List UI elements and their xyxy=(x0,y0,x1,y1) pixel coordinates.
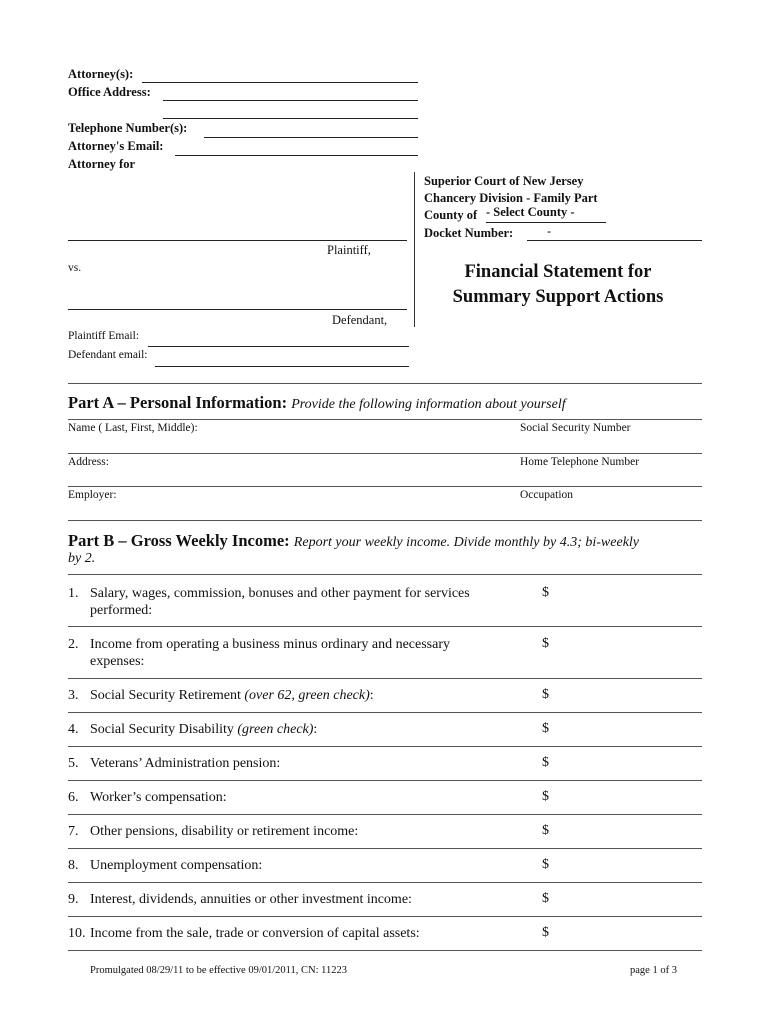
income-item-line xyxy=(68,857,518,874)
income-amount-field[interactable]: $ xyxy=(542,585,549,600)
vs-label: vs. xyxy=(68,262,82,274)
income-item-rule xyxy=(68,746,702,747)
attorney-email-label: Attorney's Email: xyxy=(68,139,164,153)
form-title-line2: Summary Support Actions xyxy=(452,287,664,307)
income-item-line xyxy=(68,755,518,772)
income-item-line xyxy=(68,687,518,704)
part-a-rule-2 xyxy=(68,453,702,454)
part-b-instruction-cont: by 2. xyxy=(68,551,96,566)
part-a-heading xyxy=(68,393,566,413)
defendant-email-field[interactable] xyxy=(155,366,409,367)
attorney-email-field[interactable] xyxy=(175,155,418,156)
part-a-rule-4 xyxy=(68,520,702,521)
attorneys-field[interactable] xyxy=(142,82,418,83)
income-item-number: 1. xyxy=(68,586,79,601)
income-amount-field[interactable]: $ xyxy=(542,636,549,651)
income-item xyxy=(68,721,518,738)
income-item-line xyxy=(68,636,518,653)
income-item-colon: : xyxy=(369,688,374,703)
income-amount-field[interactable]: $ xyxy=(542,925,549,940)
plaintiff-email-field[interactable] xyxy=(148,346,409,347)
part-b-top-rule xyxy=(68,574,702,575)
county-select-value: - Select County - xyxy=(486,205,575,219)
income-item-rule xyxy=(68,712,702,713)
income-item-line xyxy=(68,585,518,602)
ssn-field-label: Social Security Number xyxy=(520,422,631,434)
income-amount-field[interactable]: $ xyxy=(542,823,549,838)
income-amount-field[interactable]: $ xyxy=(542,857,549,872)
income-item-note: (green check) xyxy=(237,722,314,737)
part-a-rule-3 xyxy=(68,486,702,487)
part-b-title: Part B – Gross Weekly Income: xyxy=(68,531,290,550)
income-item-number: 3. xyxy=(68,688,79,703)
county-label: County of xyxy=(424,208,478,222)
income-item xyxy=(68,823,518,840)
part-a-rule-1 xyxy=(68,419,702,420)
form-title-line1: Financial Statement for xyxy=(464,262,652,282)
income-item-number: 4. xyxy=(68,722,79,737)
income-item-number: 10. xyxy=(68,926,86,941)
income-item xyxy=(68,891,518,908)
income-amount-field[interactable]: $ xyxy=(542,721,549,736)
income-item-rule xyxy=(68,916,702,917)
telephone-field[interactable] xyxy=(204,137,418,138)
income-item-rule xyxy=(68,882,702,883)
income-item-line xyxy=(68,925,518,942)
income-amount-field[interactable]: $ xyxy=(542,789,549,804)
income-amount-field[interactable]: $ xyxy=(542,755,549,770)
part-b-heading xyxy=(68,531,639,551)
income-item-label: Veterans’ Administration pension: xyxy=(90,756,281,771)
office-address-label: Office Address: xyxy=(68,85,151,99)
income-item-label: Income from operating a business minus ordinary and necessary xyxy=(90,637,451,652)
income-item-colon: : xyxy=(313,722,318,737)
part-b-instruction: Report your weekly income. Divide monthly by 4.3; bi-weekly xyxy=(293,535,640,550)
defendant-name-field[interactable] xyxy=(68,309,407,310)
income-item-rule xyxy=(68,950,702,951)
income-item-rule xyxy=(68,678,702,679)
income-item-rule xyxy=(68,626,702,627)
footer-page-number: page 1 of 3 xyxy=(630,965,677,976)
income-item-label: Social Security Retirement xyxy=(90,688,245,703)
home-phone-field-label: Home Telephone Number xyxy=(520,456,640,468)
income-item xyxy=(68,585,518,619)
income-item-number: 8. xyxy=(68,858,79,873)
plaintiff-email-label: Plaintiff Email: xyxy=(68,330,140,342)
income-amount-field[interactable]: $ xyxy=(542,891,549,906)
employer-field-label: Employer: xyxy=(68,489,117,501)
docket-label: Docket Number: xyxy=(424,226,514,240)
income-item-line xyxy=(68,891,518,908)
income-item-number: 2. xyxy=(68,637,79,652)
footer-promulgated: Promulgated 08/29/11 to be effective 09/01/2011, CN: 11223 xyxy=(90,965,348,976)
income-item-label: Worker’s compensation: xyxy=(90,790,227,805)
income-item xyxy=(68,857,518,874)
plaintiff-label: Plaintiff, xyxy=(327,243,371,257)
income-item-label: Unemployment compensation: xyxy=(90,858,263,873)
income-item-label: Income from the sale, trade or conversion of capital assets: xyxy=(90,926,420,941)
income-item-note: (over 62, green check) xyxy=(244,688,370,703)
plaintiff-name-field[interactable] xyxy=(68,240,407,241)
income-item-label: Social Security Disability xyxy=(90,722,238,737)
attorney-for-label: Attorney for xyxy=(68,157,135,171)
address-field-label: Address: xyxy=(68,456,109,468)
office-address-field[interactable] xyxy=(163,100,418,101)
docket-field[interactable] xyxy=(527,224,702,241)
income-item-rule xyxy=(68,814,702,815)
income-item xyxy=(68,687,518,704)
part-a-title: Part A – Personal Information: xyxy=(68,393,288,412)
income-item-rule xyxy=(68,848,702,849)
income-item-line xyxy=(68,823,518,840)
income-item xyxy=(68,636,518,670)
income-item-line xyxy=(68,789,518,806)
court-division: Chancery Division - Family Part xyxy=(424,191,598,205)
income-item-label-cont: expenses: xyxy=(90,654,145,669)
income-item-number: 7. xyxy=(68,824,79,839)
docket-value: - xyxy=(547,224,552,238)
income-item-rule xyxy=(68,780,702,781)
income-item xyxy=(68,925,518,942)
county-select[interactable] xyxy=(486,205,606,223)
income-item xyxy=(68,755,518,772)
income-amount-field[interactable]: $ xyxy=(542,687,549,702)
name-field-label: Name ( Last, First, Middle): xyxy=(68,422,198,434)
attorneys-label: Attorney(s): xyxy=(68,67,134,81)
part-a-top-rule xyxy=(68,383,702,384)
income-item-label: Salary, wages, commission, bonuses and other payment for services xyxy=(90,586,470,601)
office-address-field-2[interactable] xyxy=(163,118,418,119)
income-item-label: Interest, dividends, annuities or other investment income: xyxy=(90,892,412,907)
part-a-instruction: Provide the following information about yourself xyxy=(291,397,566,412)
defendant-label: Defendant, xyxy=(332,313,388,327)
income-item-label: Other pensions, disability or retirement income: xyxy=(90,824,359,839)
income-item-number: 5. xyxy=(68,756,79,771)
income-item-number: 6. xyxy=(68,790,79,805)
telephone-label: Telephone Number(s): xyxy=(68,121,188,135)
defendant-email-label: Defendant email: xyxy=(68,349,148,361)
court-name: Superior Court of New Jersey xyxy=(424,174,584,188)
occupation-field-label: Occupation xyxy=(520,489,574,501)
income-item-number: 9. xyxy=(68,892,79,907)
income-item-line xyxy=(68,721,518,738)
income-item xyxy=(68,789,518,806)
income-item-label-cont: performed: xyxy=(90,603,153,618)
